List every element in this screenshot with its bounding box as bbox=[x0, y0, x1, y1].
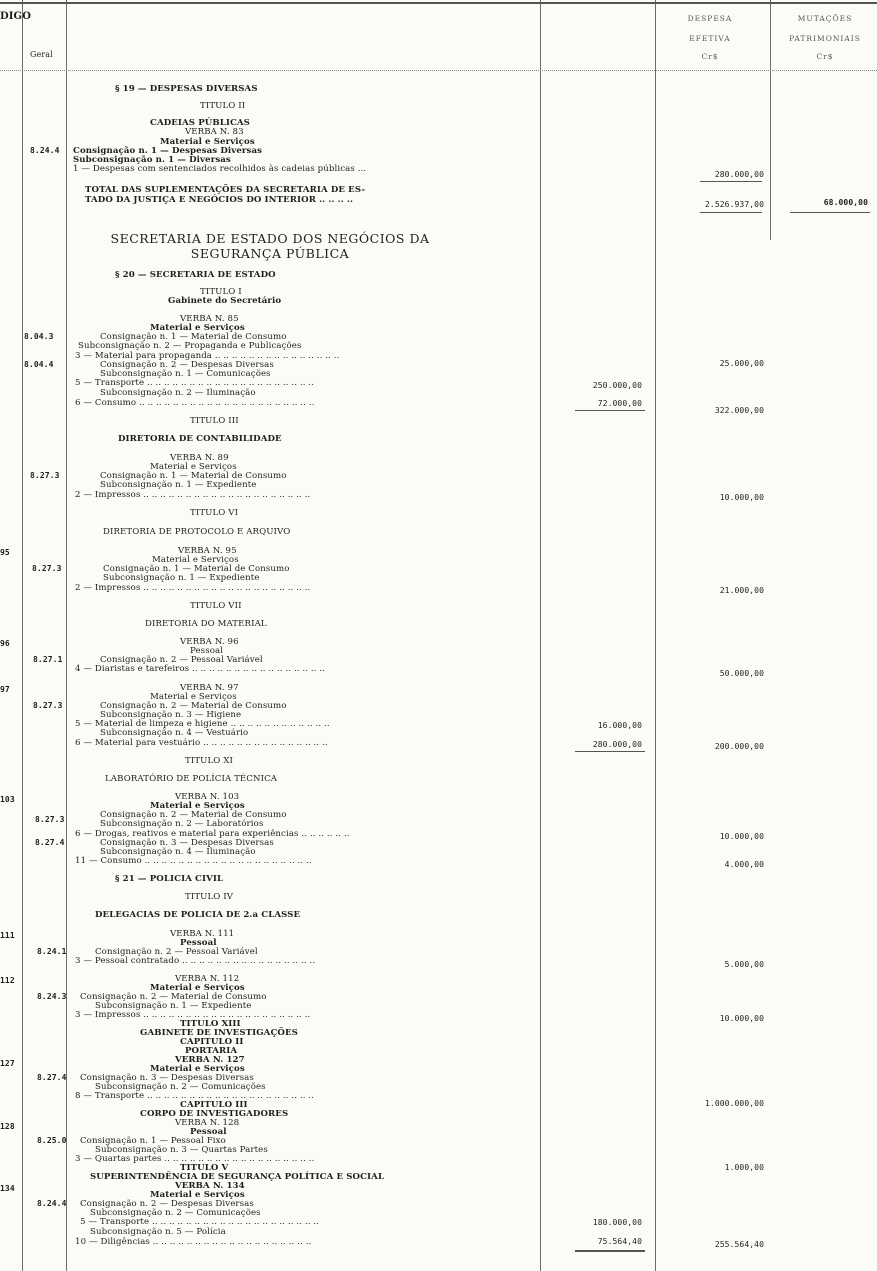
verba-number: 96 bbox=[0, 639, 10, 648]
partial-amount: 16.000,00 bbox=[597, 721, 642, 730]
description-line: Material e Serviços bbox=[150, 1064, 245, 1074]
verba-number: 111 bbox=[0, 931, 15, 940]
description-line: Material e Serviços bbox=[152, 555, 239, 565]
verba-number: 127 bbox=[0, 1059, 15, 1068]
col-despesa-label-3: Cr$ bbox=[701, 52, 719, 61]
despesa-amount: 10.000,00 bbox=[719, 1014, 764, 1023]
description-line: 2 — Impressos .. .. .. .. .. .. .. .. .. .. .. .. .. .. .. .. .. .. .. .. bbox=[75, 583, 311, 593]
despesa-amount: 322.000,00 bbox=[714, 406, 764, 415]
verba-number: 103 bbox=[0, 795, 15, 804]
section-heading-line-1: SECRETARIA DE ESTADO DOS NEGÓCIOS DA bbox=[110, 231, 430, 246]
description-line: Subconsignação n. 4 — Iluminação bbox=[100, 847, 256, 857]
code-cell: 8.27.3 bbox=[35, 815, 65, 824]
description-line: Consignação n. 1 — Pessoal Fixo bbox=[80, 1136, 226, 1146]
description-line: CAPITULO III bbox=[180, 1100, 248, 1110]
description-line: Consignação n. 1 — Material de Consumo bbox=[103, 564, 290, 574]
subtotal-rule-3 bbox=[575, 1250, 645, 1252]
partial-amount: 180.000,00 bbox=[592, 1218, 642, 1227]
col-mutacoes-label-3: Cr$ bbox=[816, 52, 834, 61]
description-line: Subconsignação n. 3 — Quartas Partes bbox=[95, 1145, 268, 1155]
code-cell: 8.24.4 bbox=[37, 1199, 67, 1208]
despesa-amount: 21.000,00 bbox=[719, 586, 764, 595]
partial-amount: 72.000,00 bbox=[597, 399, 642, 408]
description-line: Pessoal bbox=[190, 1127, 227, 1137]
description-line: TITULO V bbox=[180, 1163, 229, 1173]
description-line: TOTAL DAS SUPLEMENTAÇÕES DA SECRETARIA DE ES- bbox=[85, 185, 366, 195]
code-cell: 8.27.4 bbox=[37, 1073, 67, 1082]
description-line: Consignação n. 2 — Despesas Diversas bbox=[100, 360, 274, 370]
description-line: TADO DA JUSTIÇA E NEGÓCIOS DO INTERIOR .. .. .. .. bbox=[85, 195, 354, 205]
partial-amount: 75.564,40 bbox=[597, 1237, 642, 1246]
code-cell: 8.27.3 bbox=[33, 701, 63, 710]
description-line: TITULO VII bbox=[190, 601, 242, 611]
description-line: 6 — Material para vestuário .. .. .. .. .. .. .. .. .. .. .. .. .. .. .. bbox=[75, 738, 328, 748]
description-line: VERBA N. 83 bbox=[185, 127, 244, 137]
description-line: 6 — Drogas, reativos e material para experiências .. .. .. .. .. .. bbox=[75, 829, 350, 839]
description-line: Material e Serviços bbox=[150, 323, 245, 333]
description-line: Consignação n. 3 — Despesas Diversas bbox=[100, 838, 274, 848]
description-line: Subconsignação n. 2 — Comunicações bbox=[95, 1082, 266, 1092]
description-line: LABORATÓRIO DE POLÍCIA TÉCNICA bbox=[105, 774, 278, 784]
col-despesa-label-2: EFETIVA bbox=[689, 34, 731, 43]
description-line: 3 — Quartas partes .. .. .. .. .. .. .. .. .. .. .. .. .. .. .. .. .. .. bbox=[75, 1154, 315, 1164]
col-mutacoes-label-1: MUTAÇÕES bbox=[797, 14, 853, 23]
code-cell: 8.27.1 bbox=[33, 655, 63, 664]
description-line: Pessoal bbox=[190, 646, 224, 656]
code-cell: 8.27.4 bbox=[35, 838, 65, 847]
despesa-amount: 25.000,00 bbox=[719, 359, 764, 368]
description-line: Consignação n. 2 — Despesas Diversas bbox=[80, 1199, 254, 1209]
description-line: CAPITULO II bbox=[180, 1037, 244, 1047]
description-line: TITULO I bbox=[200, 287, 242, 297]
description-line: Consignação n. 1 — Material de Consumo bbox=[100, 332, 287, 342]
partial-amount: 280.000,00 bbox=[592, 740, 642, 749]
code-cell: 8.24.4 bbox=[30, 146, 60, 155]
verba-number: 128 bbox=[0, 1122, 15, 1131]
rule-despesa bbox=[770, 0, 771, 240]
description-line: 2 — Impressos .. .. .. .. .. .. .. .. .. .. .. .. .. .. .. .. .. .. .. .. bbox=[75, 490, 311, 500]
description-line: Material e Serviços bbox=[150, 462, 237, 472]
description-line: Subconsignação n. 2 — Iluminação bbox=[100, 388, 256, 398]
description-line: Consignação n. 3 — Despesas Diversas bbox=[80, 1073, 254, 1083]
description-line: Subconsignação n. 5 — Polícia bbox=[90, 1227, 226, 1237]
despesa-amount: 10.000,00 bbox=[719, 493, 764, 502]
description-line: 5 — Transporte .. .. .. .. .. .. .. .. .. .. .. .. .. .. .. .. .. .. .. .. bbox=[75, 378, 315, 388]
despesa-amount: 200.000,00 bbox=[714, 742, 764, 751]
description-line: Consignação n. 1 — Material de Consumo bbox=[100, 471, 287, 481]
description-line: Consignação n. 2 — Material de Consumo bbox=[80, 992, 267, 1002]
description-line: 3 — Material para propaganda .. .. .. .. .. .. .. .. .. .. .. .. .. .. .. bbox=[75, 351, 340, 361]
description-line: Material e Serviços bbox=[150, 692, 237, 702]
description-line: VERBA N. 95 bbox=[178, 546, 237, 556]
description-line: VERBA N. 134 bbox=[175, 1181, 245, 1191]
description-line: DIRETORIA DE PROTOCOLO E ARQUIVO bbox=[103, 527, 291, 537]
despesa-amount: 280.000,00 bbox=[714, 170, 764, 179]
description-line: § 19 — DESPESAS DIVERSAS bbox=[115, 84, 258, 94]
despesa-amount: 1.000,00 bbox=[724, 1163, 764, 1172]
description-line: VERBA N. 103 bbox=[175, 792, 240, 802]
description-line: TITULO XI bbox=[185, 756, 233, 766]
description-line: Material e Serviços bbox=[150, 983, 245, 993]
description-line: Subconsignação n. 3 — Higiene bbox=[100, 710, 242, 720]
code-cell: 8.27.3 bbox=[32, 564, 62, 573]
description-line: Subconsignação n. 2 — Laboratórios bbox=[100, 819, 264, 829]
description-line: 4 — Diaristas e tarefeiros .. .. .. .. .. .. .. .. .. .. .. .. .. .. .. .. bbox=[75, 664, 326, 674]
code-cell: 8.24.1 bbox=[37, 947, 67, 956]
description-line: Pessoal bbox=[180, 938, 217, 948]
description-line: DIRETORIA DO MATERIAL bbox=[145, 619, 267, 629]
description-line: 8 — Transporte .. .. .. .. .. .. .. .. .. .. .. .. .. .. .. .. .. .. .. .. bbox=[75, 1091, 315, 1101]
despesa-amount: 5.000,00 bbox=[724, 960, 764, 969]
description-line: Gabinete do Secretário bbox=[168, 296, 282, 306]
description-line: VERBA N. 128 bbox=[175, 1118, 240, 1128]
description-line: CADEIAS PÚBLICAS bbox=[150, 118, 250, 128]
total-rule-3 bbox=[790, 212, 870, 213]
total-rule-2 bbox=[700, 212, 762, 213]
description-line: PORTARIA bbox=[185, 1046, 238, 1056]
description-line: VERBA N. 85 bbox=[180, 314, 239, 324]
description-line: VERBA N. 127 bbox=[175, 1055, 245, 1065]
description-line: CORPO DE INVESTIGADORES bbox=[140, 1109, 289, 1119]
description-line: 5 — Transporte .. .. .. .. .. .. .. .. .. .. .. .. .. .. .. .. .. .. .. .. bbox=[80, 1217, 320, 1227]
description-line: § 21 — POLICIA CIVIL bbox=[115, 874, 224, 884]
header-rule-top bbox=[0, 2, 877, 4]
description-line: Subconsignação n. 4 — Vestuário bbox=[100, 728, 249, 738]
total-rule-1 bbox=[700, 181, 762, 182]
col-mutacoes-label-2: PATRIMONIAIS bbox=[789, 34, 861, 43]
description-line: 6 — Consumo .. .. .. .. .. .. .. .. .. .. .. .. .. .. .. .. .. .. .. .. .. bbox=[75, 398, 315, 408]
description-line: GABINETE DE INVESTIGAÇÕES bbox=[140, 1028, 298, 1038]
description-line: Material e Serviços bbox=[150, 801, 245, 811]
description-line: Consignação n. 2 — Material de Consumo bbox=[100, 701, 287, 711]
description-line: Subconsignação n. 1 — Expediente bbox=[95, 1001, 252, 1011]
description-line: VERBA N. 96 bbox=[180, 637, 239, 647]
col-code-label: DIGO bbox=[0, 11, 32, 22]
partial-amount: 250.000,00 bbox=[592, 381, 642, 390]
description-line: SUPERINTENDÊNCIA DE SEGURANÇA POLÍTICA E SOCIAL bbox=[90, 1172, 385, 1182]
mutacoes-amount: 68.000,00 bbox=[823, 198, 868, 207]
description-line: TITULO III bbox=[190, 416, 239, 426]
description-line: Consignação n. 2 — Material de Consumo bbox=[100, 810, 287, 820]
code-cell: 8.24.3 bbox=[37, 992, 67, 1001]
description-line: VERBA N. 89 bbox=[170, 453, 229, 463]
description-line: 1 — Despesas com sentenciados recolhidos às cadeias públicas ... bbox=[73, 164, 367, 174]
description-line: Material e Serviços bbox=[160, 137, 255, 147]
col-geral-label: Geral bbox=[30, 50, 53, 59]
rule-desc bbox=[540, 0, 541, 1271]
section-heading-line-2: SEGURANÇA PÚBLICA bbox=[190, 246, 350, 261]
subtotal-rule-1 bbox=[575, 410, 645, 411]
despesa-amount: 50.000,00 bbox=[719, 669, 764, 678]
col-despesa-label-1: DESPESA bbox=[687, 14, 733, 23]
description-line: Material e Serviços bbox=[150, 1190, 245, 1200]
description-line: DIRETORIA DE CONTABILIDADE bbox=[118, 434, 282, 444]
description-line: Subconsignação n. 1 — Expediente bbox=[100, 480, 257, 490]
rule-partial bbox=[655, 0, 656, 1271]
description-line: 10 — Diligências .. .. .. .. .. .. .. .. .. .. .. .. .. .. .. .. .. .. .. bbox=[75, 1237, 312, 1247]
header-rule-bottom bbox=[0, 70, 877, 71]
description-line: 11 — Consumo .. .. .. .. .. .. .. .. .. .. .. .. .. .. .. .. .. .. .. .. bbox=[75, 856, 312, 866]
description-line: Subconsignação n. 1 — Expediente bbox=[103, 573, 260, 583]
verba-number: 134 bbox=[0, 1184, 15, 1193]
despesa-amount: 2.526.937,00 bbox=[705, 200, 764, 209]
despesa-amount: 4.000,00 bbox=[724, 860, 764, 869]
description-line: TITULO XIII bbox=[180, 1019, 241, 1029]
description-line: § 20 — SECRETARIA DE ESTADO bbox=[115, 270, 276, 280]
verba-number: 95 bbox=[0, 548, 10, 557]
despesa-amount: 255.564,40 bbox=[714, 1240, 764, 1249]
verba-number: 112 bbox=[0, 976, 15, 985]
description-line: Consignação n. 2 — Pessoal Variável bbox=[100, 655, 263, 665]
description-line: VERBA N. 111 bbox=[170, 929, 235, 939]
description-line: Subconsignação n. 1 — Comunicações bbox=[100, 369, 271, 379]
rule-left bbox=[22, 0, 23, 1271]
code-cell: 8.27.3 bbox=[30, 471, 60, 480]
description-line: Subconsignação n. 2 — Propaganda e Publicações bbox=[78, 341, 302, 351]
description-line: DELEGACIAS DE POLICIA DE 2.a CLASSE bbox=[95, 910, 301, 920]
description-line: VERBA N. 112 bbox=[175, 974, 240, 984]
despesa-amount: 10.000,00 bbox=[719, 832, 764, 841]
description-line: 5 — Material de limpeza e higiene .. .. .. .. .. .. .. .. .. .. .. .. bbox=[75, 719, 330, 729]
description-line: 3 — Impressos .. .. .. .. .. .. .. .. .. .. .. .. .. .. .. .. .. .. .. .. bbox=[75, 1010, 311, 1020]
description-line: 3 — Pessoal contratado .. .. .. .. .. .. .. .. .. .. .. .. .. .. .. .. bbox=[75, 956, 316, 966]
verba-number: 97 bbox=[0, 685, 10, 694]
description-line: TITULO IV bbox=[185, 892, 234, 902]
subtotal-rule-2 bbox=[575, 751, 645, 752]
code-cell: 8.04.4 bbox=[24, 360, 54, 369]
despesa-amount: 1.000.000,00 bbox=[705, 1099, 764, 1108]
code-cell: 8.25.0 bbox=[37, 1136, 67, 1145]
description-line: Subconsignação n. 2 — Comunicações bbox=[90, 1208, 261, 1218]
description-line: TITULO VI bbox=[190, 508, 239, 518]
description-line: Consignação n. 1 — Despesas Diversas bbox=[73, 146, 263, 156]
code-cell: 8.04.3 bbox=[24, 332, 54, 341]
description-line: Subconsignação n. 1 — Diversas bbox=[73, 155, 231, 165]
description-line: TITULO II bbox=[200, 101, 246, 111]
description-line: VERBA N. 97 bbox=[180, 683, 239, 693]
description-line: Consignação n. 2 — Pessoal Variável bbox=[95, 947, 258, 957]
